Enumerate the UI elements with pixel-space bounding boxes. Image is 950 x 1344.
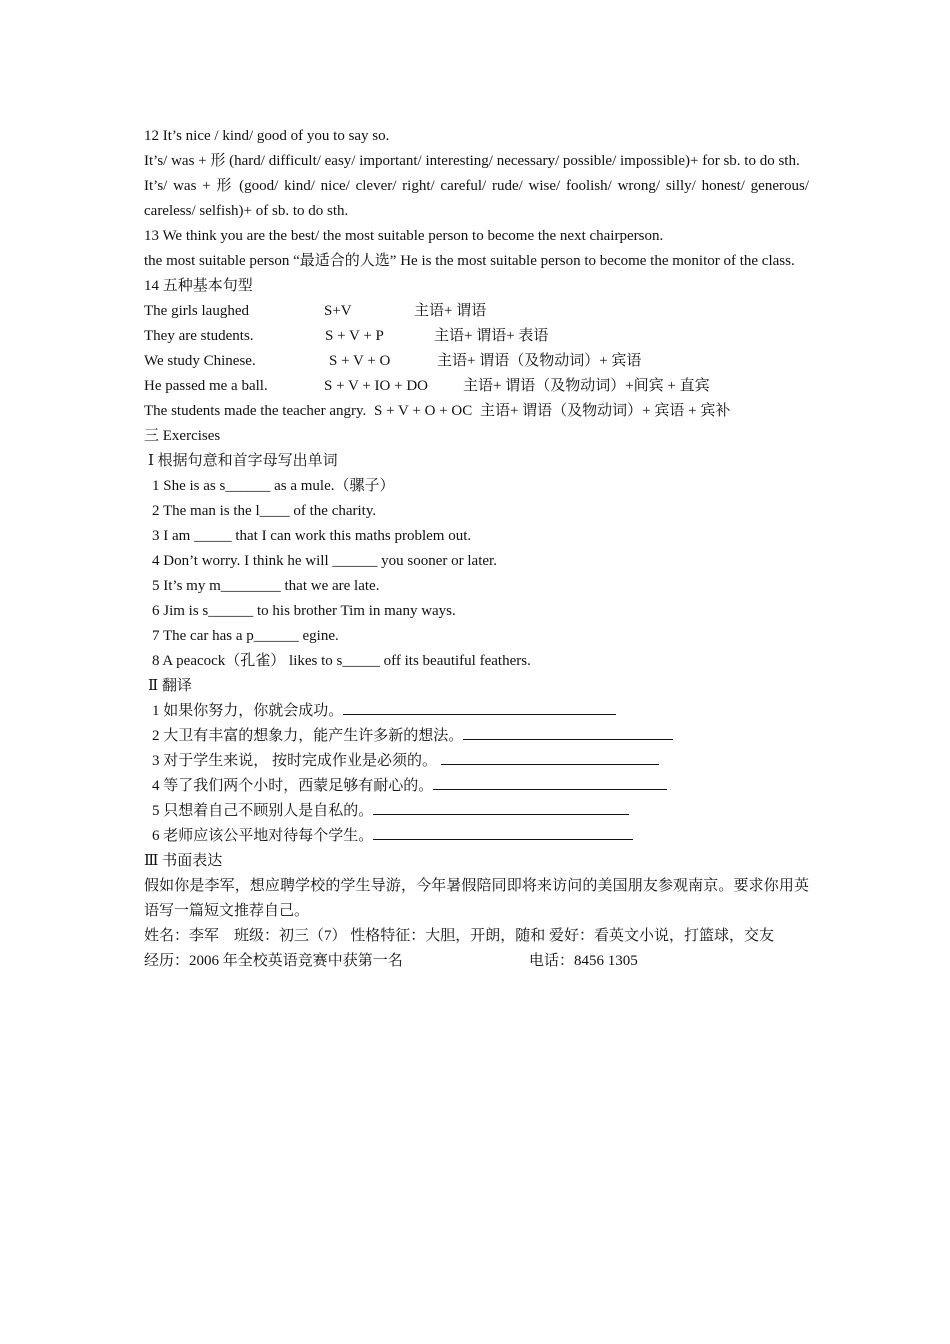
pattern-row bbox=[144, 399, 809, 424]
document-page bbox=[144, 124, 809, 974]
part1-title: Ⅰ 根据句意和首字母写出单词 bbox=[148, 453, 338, 469]
experience-info: 经历：2006 年全校英语竞赛中获第一名 bbox=[144, 953, 403, 969]
pattern-formula: S + V + O bbox=[329, 353, 391, 369]
phone-info: 电话：8456 1305 bbox=[529, 953, 638, 969]
translation-prompt: 1 如果你努力，你就会成功。 bbox=[152, 703, 344, 719]
note-13: 13 We think you are the best/ the most suitable person to become the next chairperson. bbox=[144, 228, 664, 244]
pattern-meaning: 主语+ 谓语 bbox=[414, 303, 487, 319]
translation-prompt: 3 对于学生来说， 按时完成作业是必须的。 bbox=[152, 753, 438, 769]
experience-row bbox=[144, 949, 809, 974]
translation-item bbox=[144, 774, 809, 799]
pattern-example: He passed me a ball. bbox=[144, 378, 268, 394]
pattern-formula: S + V + P bbox=[325, 328, 384, 344]
fill-in-item: 5 It’s my m________ that we are late. bbox=[152, 578, 380, 594]
pattern-row bbox=[144, 299, 809, 324]
note-12-of-for: It’s/ was + 形 (hard/ difficult/ easy/ important/ interesting/ necessary/ possible/ impossible)+ for sb. to do sth. bbox=[144, 153, 800, 169]
pattern-example: They are students. bbox=[144, 328, 254, 344]
fill-in-item: 8 A peacock（孔雀） likes to s_____ off its beautiful feathers. bbox=[152, 653, 531, 669]
translation-prompt: 5 只想着自己不顾别人是自私的。 bbox=[152, 803, 374, 819]
pattern-formula: S + V + IO + DO bbox=[324, 378, 429, 394]
note-12: 12 It’s nice / kind/ good of you to say so. bbox=[144, 128, 390, 144]
pattern-meaning: 主语+ 谓语（及物动词）+间宾 + 直宾 bbox=[463, 378, 710, 394]
pattern-row bbox=[144, 324, 809, 349]
part2-title: Ⅱ 翻译 bbox=[148, 678, 192, 694]
translation-item bbox=[144, 699, 809, 724]
pattern-meaning: 主语+ 谓语+ 表语 bbox=[434, 328, 549, 344]
translation-item bbox=[144, 824, 809, 849]
pattern-formula: S + V + O + OC bbox=[374, 403, 473, 419]
writing-prompt: 假如你是李军，想应聘学校的学生导游，今年暑假陪同即将来访问的美国朋友参观南京。要求你用英语写一篇短文推荐自己。 bbox=[144, 878, 809, 919]
pattern-meaning: 主语+ 谓语（及物动词）+ 宾语 bbox=[437, 353, 642, 369]
pattern-example: The students made the teacher angry. bbox=[144, 403, 367, 419]
answer-line bbox=[433, 774, 667, 790]
pattern-row bbox=[144, 374, 809, 399]
exercises-heading: 三 Exercises bbox=[144, 428, 221, 444]
profile-info: 姓名：李军 班级：初三（7） 性格特征：大胆，开朗，随和 爱好：看英文小说，打篮球，交友 bbox=[144, 928, 775, 944]
note-13-explanation: the most suitable person “最适合的人选” He is the most suitable person to become the monitor of the class. bbox=[144, 253, 795, 269]
translation-prompt: 2 大卫有丰富的想象力，能产生许多新的想法。 bbox=[152, 728, 464, 744]
fill-in-item: 7 The car has a p______ egine. bbox=[152, 628, 339, 644]
fill-in-item: 4 Don’t worry. I think he will ______ you sooner or later. bbox=[152, 553, 497, 569]
translation-item bbox=[144, 799, 809, 824]
fill-in-item: 3 I am _____ that I can work this maths problem out. bbox=[152, 528, 472, 544]
fill-in-item: 6 Jim is s______ to his brother Tim in many ways. bbox=[152, 603, 456, 619]
answer-line bbox=[463, 724, 673, 740]
pattern-example: The girls laughed bbox=[144, 303, 249, 319]
pattern-formula: S+V bbox=[324, 303, 352, 319]
fill-in-item: 2 The man is the l____ of the charity. bbox=[152, 503, 377, 519]
translation-prompt: 4 等了我们两个小时，西蒙足够有耐心的。 bbox=[152, 778, 434, 794]
translation-prompt: 6 老师应该公平地对待每个学生。 bbox=[152, 828, 374, 844]
pattern-row bbox=[144, 349, 809, 374]
fill-in-item: 1 She is as s______ as a mule.（骡子） bbox=[152, 478, 395, 494]
note-14-heading: 14 五种基本句型 bbox=[144, 278, 253, 294]
pattern-example: We study Chinese. bbox=[144, 353, 256, 369]
pattern-meaning: 主语+ 谓语（及物动词）+ 宾语 + 宾补 bbox=[479, 403, 731, 419]
translation-item bbox=[144, 749, 809, 774]
translation-item bbox=[144, 724, 809, 749]
answer-line bbox=[343, 699, 616, 715]
answer-line bbox=[373, 824, 633, 840]
note-12-of-sb: It’s/ was + 形 (good/ kind/ nice/ clever/ right/ careful/ rude/ wise/ foolish/ wrong/ silly/ honest/ generous/ careless/ selfish)+ of sb. to do sth. bbox=[144, 178, 809, 219]
answer-line bbox=[373, 799, 629, 815]
part3-title: Ⅲ 书面表达 bbox=[144, 853, 223, 869]
answer-line bbox=[441, 749, 659, 765]
